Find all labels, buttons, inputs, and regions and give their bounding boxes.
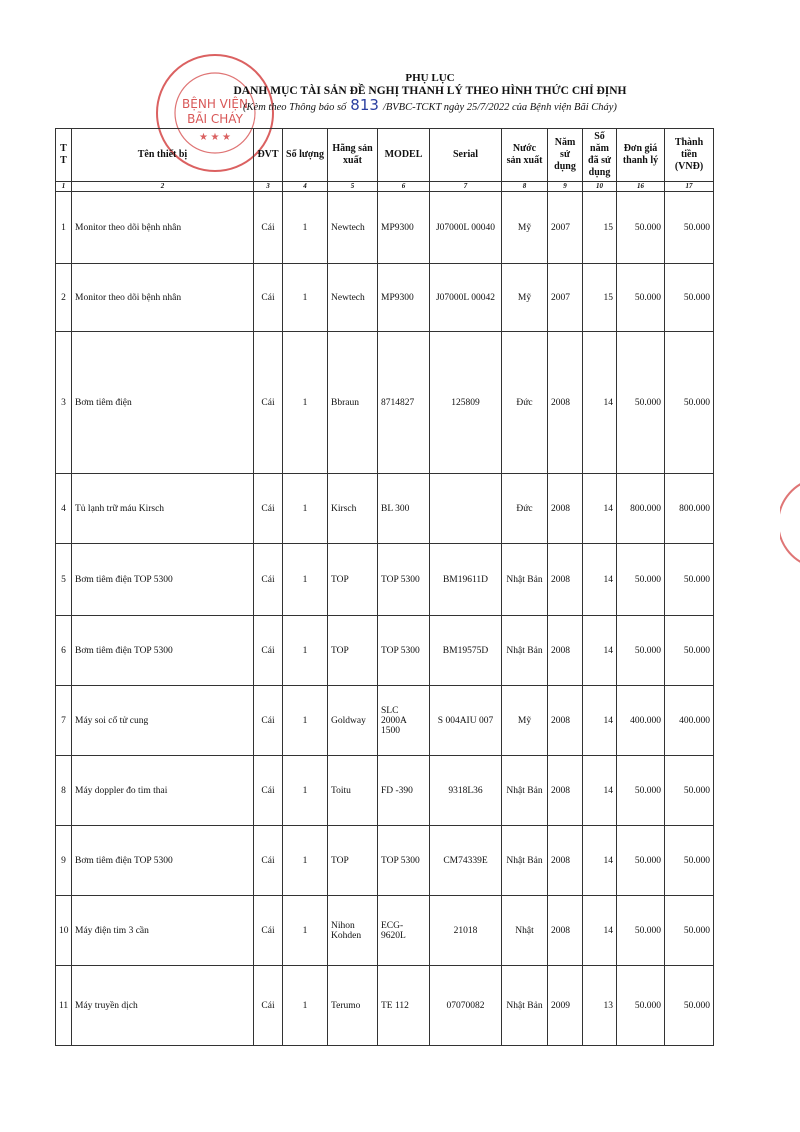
column-index: 3 [254,182,283,192]
unit-cell: Cái [254,826,283,896]
device-name-cell: Máy điện tim 3 cần [72,896,254,966]
quantity-cell: 1 [283,544,328,616]
column-index-row [56,182,714,192]
row-number-cell: 8 [56,756,72,826]
unit-cell: Cái [254,332,283,474]
quantity-cell: 1 [283,616,328,686]
total-amount-cell: 50.000 [665,616,714,686]
serial-cell: 9318L36 [430,756,502,826]
row-number-cell: 10 [56,896,72,966]
year-of-use-cell: 2007 [548,264,583,332]
column-index: 8 [502,182,548,192]
years-used-cell: 14 [583,756,617,826]
unit-cell: Cái [254,544,283,616]
device-name-cell: Monitor theo dõi bệnh nhân [72,192,254,264]
unit-price-cell: 50.000 [617,544,665,616]
row-number-cell: 5 [56,544,72,616]
year-of-use-cell: 2008 [548,544,583,616]
row-number-cell: 4 [56,474,72,544]
total-amount-cell: 50.000 [665,332,714,474]
unit-price-cell: 400.000 [617,686,665,756]
column-header: Hãng sản xuất [328,129,378,182]
years-used-cell: 15 [583,192,617,264]
unit-price-cell: 50.000 [617,192,665,264]
years-used-cell: 14 [583,332,617,474]
country-cell: Nhật Bản [502,544,548,616]
table-row [56,966,714,1046]
serial-cell: 21018 [430,896,502,966]
serial-cell: CM74339E [430,826,502,896]
year-of-use-cell: 2008 [548,332,583,474]
row-number-cell: 6 [56,616,72,686]
column-index: 17 [665,182,714,192]
years-used-cell: 15 [583,264,617,332]
column-index: 10 [583,182,617,192]
total-amount-cell: 50.000 [665,826,714,896]
year-of-use-cell: 2008 [548,686,583,756]
row-number-cell: 3 [56,332,72,474]
notice-number: 813 [350,96,379,114]
table-row [56,756,714,826]
serial-cell [430,474,502,544]
device-name-cell: Bơm tiêm điện TOP 5300 [72,826,254,896]
model-cell: TE 112 [378,966,430,1046]
table-row [56,544,714,616]
unit-price-cell: 800.000 [617,474,665,544]
unit-cell: Cái [254,474,283,544]
unit-price-cell: 50.000 [617,756,665,826]
year-of-use-cell: 2007 [548,192,583,264]
row-number-cell: 2 [56,264,72,332]
list-title: DANH MỤC TÀI SẢN ĐỀ NGHỊ THANH LÝ THEO HÌNH THỨC CHỈ ĐỊNH [233,85,627,97]
table-header-row [56,129,714,182]
unit-price-cell: 50.000 [617,966,665,1046]
years-used-cell: 14 [583,616,617,686]
device-name-cell: Máy truyền dịch [72,966,254,1046]
serial-cell: S 004AIU 007 [430,686,502,756]
appendix-title: PHỤ LỤC [405,72,455,84]
year-of-use-cell: 2008 [548,756,583,826]
column-header: ĐVT [254,129,283,182]
model-cell: SLC 2000A 1500 [378,686,430,756]
note-suffix: /BVBC-TCKT ngày 25/7/2022 của Bệnh viện Bãi Cháy) [382,102,617,113]
row-number-cell: 9 [56,826,72,896]
serial-cell: 125809 [430,332,502,474]
manufacturer-cell: Nihon Kohden [328,896,378,966]
manufacturer-cell: Newtech [328,192,378,264]
table-row [56,474,714,544]
model-cell: MP9300 [378,264,430,332]
table-row [56,896,714,966]
country-cell: Mỹ [502,264,548,332]
svg-text:★ ★ ★: ★ ★ ★ [199,132,231,143]
row-number-cell: 11 [56,966,72,1046]
quantity-cell: 1 [283,686,328,756]
document-header [180,72,680,115]
serial-cell: J07000L 00042 [430,264,502,332]
country-cell: Đức [502,474,548,544]
total-amount-cell: 800.000 [665,474,714,544]
device-name-cell: Bơm tiêm điện TOP 5300 [72,616,254,686]
column-header: Đơn giá thanh lý [617,129,665,182]
country-cell: Mỹ [502,686,548,756]
manufacturer-cell: TOP [328,826,378,896]
device-name-cell: Bơm tiêm điện TOP 5300 [72,544,254,616]
unit-cell: Cái [254,686,283,756]
quantity-cell: 1 [283,826,328,896]
total-amount-cell: 50.000 [665,264,714,332]
total-amount-cell: 50.000 [665,756,714,826]
model-cell: BL 300 [378,474,430,544]
column-header: Tên thiết bị [72,129,254,182]
model-cell: MP9300 [378,192,430,264]
years-used-cell: 14 [583,544,617,616]
column-index: 1 [56,182,72,192]
column-index: 5 [328,182,378,192]
serial-cell: BM19575D [430,616,502,686]
table-row [56,686,714,756]
svg-text:BỆNH VIỆN: BỆNH VIỆN [182,97,248,111]
years-used-cell: 14 [583,686,617,756]
country-cell: Nhật Bản [502,756,548,826]
table-row [56,616,714,686]
column-header: Năm sử dụng [548,129,583,182]
serial-cell: J07000L 00040 [430,192,502,264]
manufacturer-cell: Bbraun [328,332,378,474]
red-stamp-edge [780,478,800,568]
unit-cell: Cái [254,192,283,264]
quantity-cell: 1 [283,756,328,826]
column-header: Số lượng [283,129,328,182]
year-of-use-cell: 2009 [548,966,583,1046]
column-header: MODEL [378,129,430,182]
country-cell: Mỹ [502,192,548,264]
manufacturer-cell: Goldway [328,686,378,756]
total-amount-cell: 50.000 [665,966,714,1046]
model-cell: TOP 5300 [378,616,430,686]
column-header: Số năm đã sử dụng [583,129,617,182]
unit-price-cell: 50.000 [617,826,665,896]
year-of-use-cell: 2008 [548,474,583,544]
unit-price-cell: 50.000 [617,332,665,474]
model-cell: 8714827 [378,332,430,474]
column-index: 2 [72,182,254,192]
column-index: 9 [548,182,583,192]
serial-cell: BM19611D [430,544,502,616]
total-amount-cell: 50.000 [665,192,714,264]
quantity-cell: 1 [283,332,328,474]
quantity-cell: 1 [283,192,328,264]
column-header: Serial [430,129,502,182]
unit-cell: Cái [254,756,283,826]
country-cell: Nhật Bản [502,966,548,1046]
unit-cell: Cái [254,966,283,1046]
model-cell: TOP 5300 [378,544,430,616]
serial-cell: 07070082 [430,966,502,1046]
total-amount-cell: 400.000 [665,686,714,756]
device-name-cell: Máy soi cổ tử cung [72,686,254,756]
country-cell: Đức [502,332,548,474]
years-used-cell: 14 [583,896,617,966]
unit-price-cell: 50.000 [617,896,665,966]
unit-cell: Cái [254,896,283,966]
year-of-use-cell: 2008 [548,826,583,896]
unit-price-cell: 50.000 [617,616,665,686]
row-number-cell: 1 [56,192,72,264]
device-name-cell: Monitor theo dõi bệnh nhân [72,264,254,332]
country-cell: Nhật [502,896,548,966]
model-cell: FD -390 [378,756,430,826]
column-index: 6 [378,182,430,192]
column-header: Thành tiền (VNĐ) [665,129,714,182]
column-index: 16 [617,182,665,192]
quantity-cell: 1 [283,966,328,1046]
column-index: 4 [283,182,328,192]
note-prefix: (Kèm theo Thông báo số [243,102,347,113]
table-row [56,332,714,474]
asset-table [55,128,714,1046]
manufacturer-cell: Toitu [328,756,378,826]
column-index: 7 [430,182,502,192]
reference-note [180,98,680,115]
years-used-cell: 14 [583,826,617,896]
device-name-cell: Máy doppler đo tim thai [72,756,254,826]
device-name-cell: Bơm tiêm điện [72,332,254,474]
manufacturer-cell: Newtech [328,264,378,332]
model-cell: TOP 5300 [378,826,430,896]
country-cell: Nhật Bản [502,616,548,686]
year-of-use-cell: 2008 [548,616,583,686]
quantity-cell: 1 [283,264,328,332]
row-number-cell: 7 [56,686,72,756]
years-used-cell: 13 [583,966,617,1046]
country-cell: Nhật Bản [502,826,548,896]
device-name-cell: Tủ lạnh trữ máu Kirsch [72,474,254,544]
total-amount-cell: 50.000 [665,544,714,616]
total-amount-cell: 50.000 [665,896,714,966]
manufacturer-cell: Kirsch [328,474,378,544]
table-row [56,192,714,264]
svg-text:BÃI CHÁY: BÃI CHÁY [187,112,243,126]
manufacturer-cell: TOP [328,544,378,616]
quantity-cell: 1 [283,896,328,966]
quantity-cell: 1 [283,474,328,544]
year-of-use-cell: 2008 [548,896,583,966]
column-header: T T [56,129,72,182]
column-header: Nước sản xuất [502,129,548,182]
years-used-cell: 14 [583,474,617,544]
manufacturer-cell: TOP [328,616,378,686]
table-row [56,826,714,896]
unit-price-cell: 50.000 [617,264,665,332]
model-cell: ECG-9620L [378,896,430,966]
unit-cell: Cái [254,264,283,332]
unit-cell: Cái [254,616,283,686]
manufacturer-cell: Terumo [328,966,378,1046]
table-row [56,264,714,332]
